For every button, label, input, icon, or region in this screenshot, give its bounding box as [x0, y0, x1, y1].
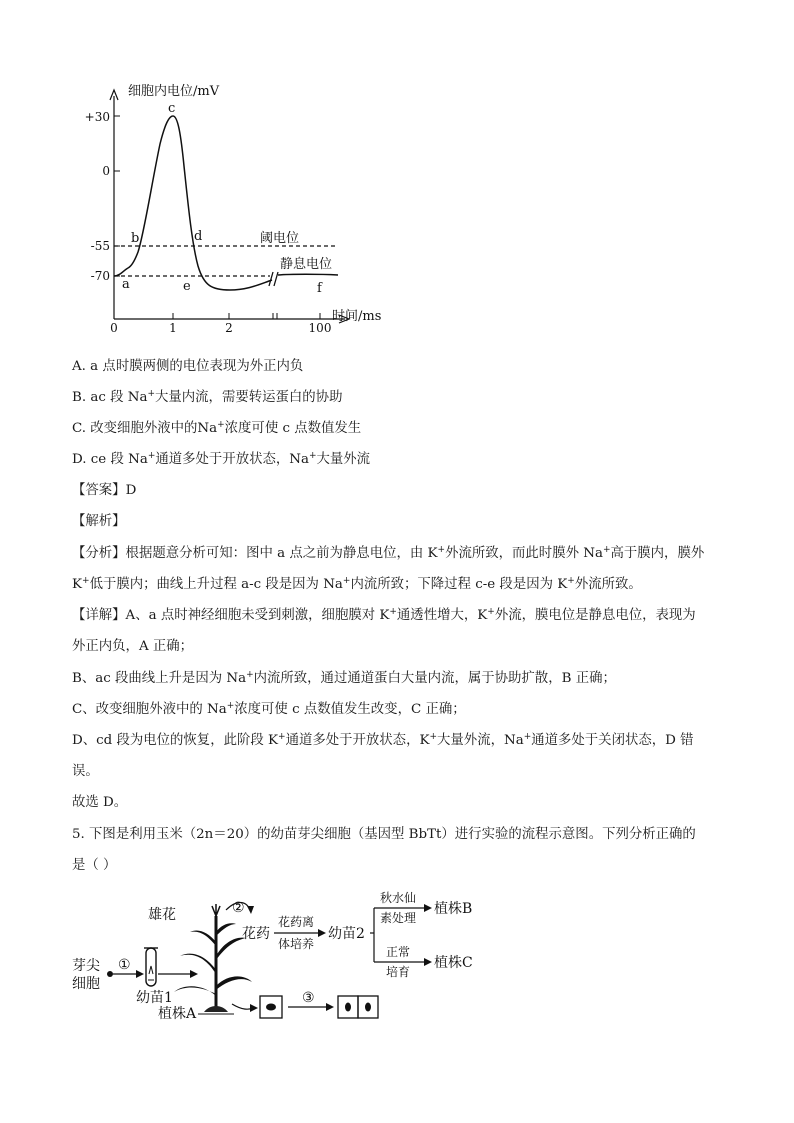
- break-mark-1: [269, 272, 273, 286]
- detail-line-4: C、改变细胞外液中的 Na+浓度可使 c 点数值发生改变，C 正确；: [72, 701, 466, 717]
- break-mark-2: [274, 272, 278, 286]
- culture-bottom: 体培养: [278, 937, 315, 951]
- point-f: f: [317, 281, 322, 296]
- detail-line-2: 外正内负，A 正确；: [72, 639, 194, 654]
- step1: ①: [118, 957, 131, 973]
- colchicine-top: 秋水仙: [380, 891, 417, 905]
- y-tick-30: +30: [84, 110, 110, 124]
- bud-cell-label-2: 细胞: [72, 976, 100, 992]
- x-tick-0: 0: [110, 321, 118, 334]
- answer: 【答案】D: [72, 483, 137, 498]
- option-c: C. 改变细胞外液中的Na+浓度可使 c 点数值发生: [72, 420, 362, 436]
- corn-plant-icon: [174, 904, 252, 1014]
- bud-cell-label-1: 芽尖: [72, 958, 100, 974]
- y-tick-70: -70: [90, 269, 110, 283]
- x-tick-1: 1: [169, 321, 177, 334]
- normal-top: 正常: [386, 945, 411, 959]
- detail-line-7: 故选 D。: [72, 795, 128, 810]
- plant-c-label: 植株C: [434, 955, 473, 971]
- flow-diagram: [66, 886, 486, 1026]
- detail-line-3: B、ac 段曲线上升是因为 Na+内流所致，通过通道蛋白大量内流，属于协助扩散，B 正确；: [72, 670, 616, 686]
- x-tick-100: 100: [308, 321, 332, 334]
- question-5-line-1: 5. 下图是利用玉米（2n＝20）的幼苗芽尖细胞（基因型 BbTt）进行实验的流程示意图。下列分析正确的: [72, 827, 696, 842]
- detail-line-5: D、cd 段为电位的恢复，此阶段 K+通道多处于开放状态，K+大量外流，Na+通道多处于关闭状态，D 错: [72, 732, 694, 748]
- option-d: D. ce 段 Na+通道多处于开放状态，Na+大量外流: [72, 451, 371, 467]
- point-d: d: [194, 229, 203, 244]
- colchicine-bottom: 素处理: [380, 911, 417, 925]
- point-a: a: [122, 277, 130, 292]
- single-cell-icon: [260, 996, 282, 1018]
- resting-label: 静息电位: [280, 257, 333, 272]
- step2: ②: [232, 900, 245, 916]
- plant-b-label: 植株B: [434, 901, 473, 917]
- graph-ylabel: 细胞内电位/mV: [128, 84, 220, 99]
- option-a: A. a 点时膜两侧的电位表现为外正内负: [72, 359, 304, 374]
- point-c: c: [168, 101, 176, 116]
- plant-a-label: 植株A: [158, 1006, 197, 1022]
- analysis-label: 【解析】: [72, 514, 126, 529]
- seedling1-label: 幼苗1: [136, 990, 173, 1006]
- fenxi-line-2: K+低于膜内；曲线上升过程 a-c 段是因为 Na+内流所致；下降过程 c-e 段是因为 K+外流所致。: [72, 576, 642, 592]
- normal-bottom: 培育: [386, 965, 411, 979]
- detail-line-1: 【详解】A、a 点时神经细胞未受到刺激，细胞膜对 K+通透性增大，K+外流，膜电位是静息电位，表现为: [72, 607, 696, 623]
- question-5-line-2: 是（ ）: [72, 858, 117, 873]
- divided-cells-icon: [338, 996, 378, 1018]
- graph-xlabel: 时间/ms: [332, 309, 382, 324]
- detail-line-6: 误。: [72, 764, 99, 779]
- x-tick-2: 2: [225, 321, 233, 334]
- action-potential-graph: [80, 74, 400, 334]
- seedling2-label: 幼苗2: [328, 926, 365, 942]
- step3: ③: [302, 990, 315, 1006]
- y-tick-55: -55: [90, 239, 110, 253]
- fenxi-line-1: 【分析】根据题意分析可知：图中 a 点之前为静息电位，由 K+外流所致，而此时膜外 Na+高于膜内，膜外: [72, 545, 705, 561]
- culture-top: 花药离: [278, 915, 315, 929]
- threshold-label: 阈电位: [260, 231, 300, 246]
- option-b: B. ac 段 Na+大量内流，需要转运蛋白的协助: [72, 389, 343, 405]
- point-b: b: [131, 231, 140, 246]
- anther-label: 花药: [242, 926, 270, 942]
- bud-cell-dot: [107, 971, 113, 977]
- male-flower-label: 雄花: [148, 907, 176, 923]
- resting-curve: [278, 274, 338, 275]
- point-e: e: [183, 279, 191, 294]
- y-tick-0: 0: [102, 164, 110, 178]
- potential-curve: [114, 116, 272, 290]
